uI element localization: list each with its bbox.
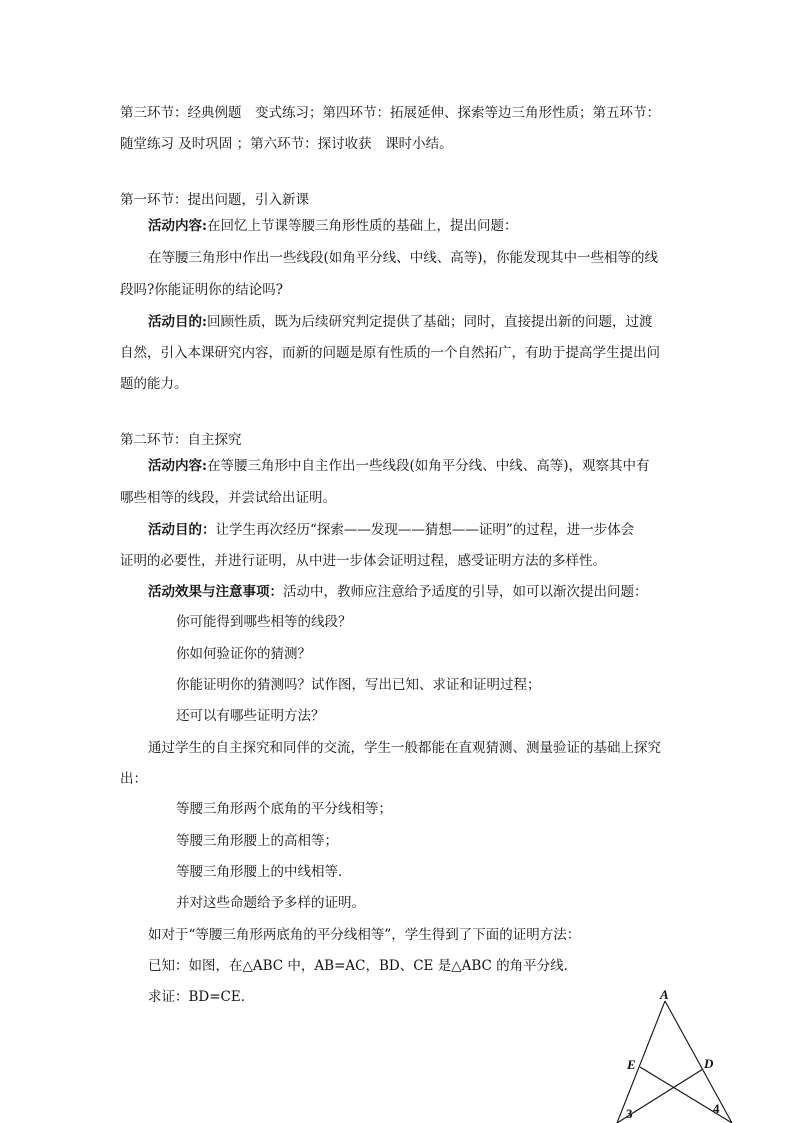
section1-purpose-line-3: 题的能力。 xyxy=(120,376,188,392)
label-d: D xyxy=(704,1056,714,1071)
label-a: A xyxy=(660,987,669,1002)
angle-label-4: 4 xyxy=(713,1101,720,1116)
side-ab xyxy=(617,1001,665,1123)
overview-line-1: 第三环节：经典例题 变式练习；第四环节：拓展延伸、探索等边三角形性质；第五环节： xyxy=(120,105,660,121)
section2-effect-text: 活动中，教师应注意给予适度的引导，如可以渐次提出问题： xyxy=(283,584,648,600)
section1-question-line-2: 段吗?你能证明你的结论吗? xyxy=(120,282,283,298)
section2-effect xyxy=(148,584,648,600)
given-statement: 已知：如图，在△ABC 中，AB=AC，BD、CE 是△ABC 的角平分线． xyxy=(148,958,578,974)
section1-content-text: 在回忆上节课等腰三角形性质的基础上，提出问题： xyxy=(206,218,518,234)
section1-content-label: 活动内容: xyxy=(148,218,207,234)
finding-item: 等腰三角形两个底角的平分线相等； xyxy=(176,801,392,817)
section2-summary-line-2: 出： xyxy=(120,771,147,787)
finding-item: 并对这些命题给予多样的证明。 xyxy=(176,895,365,911)
side-ac xyxy=(665,1001,732,1123)
angle-label-3: 3 xyxy=(626,1106,633,1121)
example-intro: 如对于“等腰三角形两底角的平分线相等”，学生得到了下面的证明方法： xyxy=(148,927,581,943)
finding-item: 等腰三角形腰上的高相等； xyxy=(176,833,338,849)
label-e: E xyxy=(627,1057,636,1072)
section2-title: 第二环节：自主探究 xyxy=(120,432,242,448)
section2-content xyxy=(148,458,650,474)
section1-title: 第一环节：提出问题，引入新课 xyxy=(120,192,309,208)
section2-purpose-line-1: 让学生再次经历“探索——发现——猜想——证明”的过程，进一步体会 xyxy=(215,522,635,538)
section1-content xyxy=(148,218,517,234)
section2-effect-label: 活动效果与注意事项： xyxy=(148,584,283,600)
section1-purpose-label: 活动目的: xyxy=(148,314,207,330)
section2-content-line-2: 哪些相等的线段，并尝试给出证明。 xyxy=(120,490,336,506)
guiding-question: 你可能得到哪些相等的线段？ xyxy=(176,614,352,630)
section2-content-label: 活动内容: xyxy=(148,458,207,474)
section1-purpose xyxy=(148,314,652,330)
guiding-question: 你如何验证你的猜测？ xyxy=(176,646,311,662)
guiding-question: 你能证明你的猜测吗？试作图，写出已知、求证和证明过程； xyxy=(176,677,541,693)
section1-question-line-1: 在等腰三角形中作出一些线段(如角平分线、中线、高等)，你能发现其中一些相等的线 xyxy=(148,250,659,266)
section1-purpose-line-2: 自然，引入本课研究内容，而新的问题是原有性质的一个自然拓广，有助于提高学生提出问 xyxy=(120,345,660,361)
prove-statement: 求证：BD=CE． xyxy=(148,989,255,1005)
section2-content-line-1: 在等腰三角形中自主作出一些线段(如角平分线、中线、高等)，观察其中有 xyxy=(206,458,650,474)
triangle-figure xyxy=(612,985,744,1123)
section2-summary-line-1: 通过学生的自主探究和同伴的交流，学生一般都能在直观猜测、测量验证的基础上探究 xyxy=(148,740,661,756)
finding-item: 等腰三角形腰上的中线相等． xyxy=(176,864,352,880)
section2-purpose-line-2: 证明的必要性，并进行证明，从中进一步体会证明过程，感受证明方法的多样性。 xyxy=(120,553,606,569)
section2-purpose-label: 活动目的： xyxy=(148,522,216,538)
section2-purpose xyxy=(148,522,634,538)
section1-purpose-line-1: 回顾性质，既为后续研究判定提供了基础；同时，直接提出新的问题，过渡 xyxy=(206,314,653,330)
overview-line-2: 随堂练习 及时巩固 ；第六环节：探讨收获 课时小结。 xyxy=(120,136,453,152)
guiding-question: 还可以有哪些证明方法？ xyxy=(176,708,325,724)
